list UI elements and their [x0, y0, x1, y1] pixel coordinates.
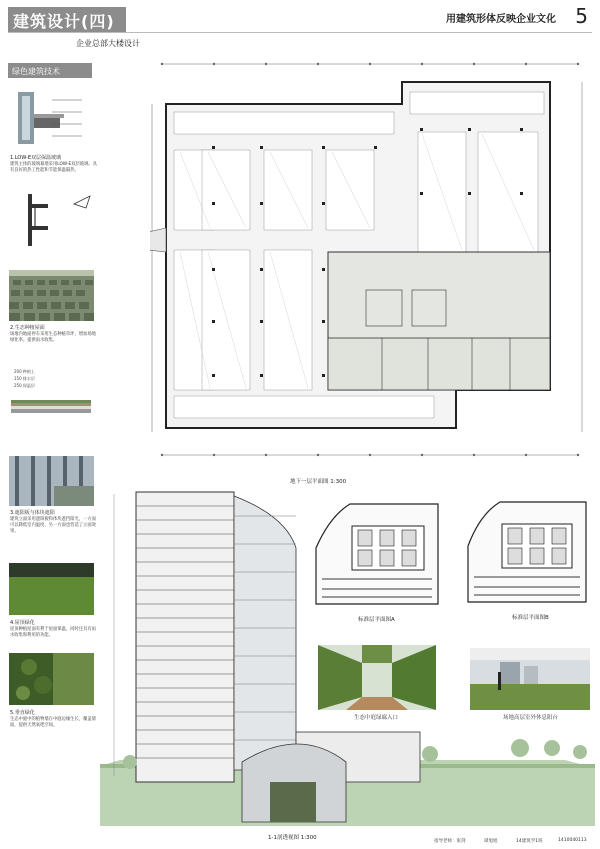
page-title: 建筑设计(四) [13, 12, 115, 31]
header-divider [8, 32, 592, 33]
page-number: 5 [575, 4, 588, 28]
note-3-title: 3.遮阳板与体块遮阳 [10, 510, 55, 516]
footer-class: 14建筑学1班 [516, 839, 543, 844]
roof-layer-2: 150 排水层 [14, 376, 35, 381]
note-5-body: 生态中庭中的植物墙在中庭边缘生长，覆盖墙面，提供天然氧吧空间。 [10, 717, 96, 728]
note-2-title: 2.生态种植屋面 [10, 325, 45, 331]
section-perspective [100, 486, 595, 831]
roof-layer-3: 250 保温层 [14, 383, 35, 388]
terrace-caption: 场地高层室外休息阳台 [503, 715, 559, 721]
note-4-title: 4.屋顶绿化 [10, 620, 35, 626]
roof-layer-labels [14, 368, 35, 389]
atrium-caption: 生态中庭绿廊入口 [354, 715, 399, 721]
footer-advisor: 指导老师：张剑 [434, 839, 466, 844]
floor-plan-b-caption: 标准层平面图B [512, 615, 549, 621]
section-label: 绿色建筑技术 [12, 67, 60, 76]
footer-student-id: 1410040113 [558, 838, 587, 843]
project-subtitle: 企业总部大楼设计 [76, 39, 140, 48]
green-roof-photo [9, 563, 94, 615]
note-2-body: 场地内地面停车采用生态种植草坪，增加场地绿化率。提供雨水收集。 [10, 332, 96, 343]
note-4-body: 屋顶种植屋面有利于屋面保温，同时还具有雨水收集和利用的功能。 [10, 627, 96, 638]
grass-paving-photo [9, 270, 94, 321]
basement-plan [150, 52, 590, 467]
glass-profile-diagram [12, 88, 102, 150]
note-3-body: 建筑立面采用遮阳板和体块遮挡阳光，一方面可以降低室内温度，另一方面也营造了立面效果。 [10, 517, 96, 534]
note-1-body: 建筑主体的玻璃幕墙采用LOW-E双层玻璃。具有良好的热工性能和节能保温隔热。 [10, 162, 98, 173]
louver-facade-photo [9, 456, 94, 506]
green-wall-photo [9, 653, 94, 705]
theme-title: 用建筑形体反映企业文化 [446, 14, 556, 25]
section-caption: 1-1剖透视图 1:300 [268, 835, 317, 841]
roof-section-sketch [9, 398, 94, 416]
footer-student: 谭旭旭 [484, 839, 498, 844]
floor-plan-a-caption: 标准层平面图A [358, 617, 395, 623]
facade-detail-sketch [14, 190, 104, 250]
note-5-title: 5.垂直绿化 [10, 710, 35, 716]
basement-plan-caption: 地下一层平面图 1:300 [290, 479, 347, 485]
note-1-title: 1.LOW-E双层保温玻璃 [10, 155, 62, 161]
roof-layer-1: 200 种植土 [14, 369, 35, 374]
